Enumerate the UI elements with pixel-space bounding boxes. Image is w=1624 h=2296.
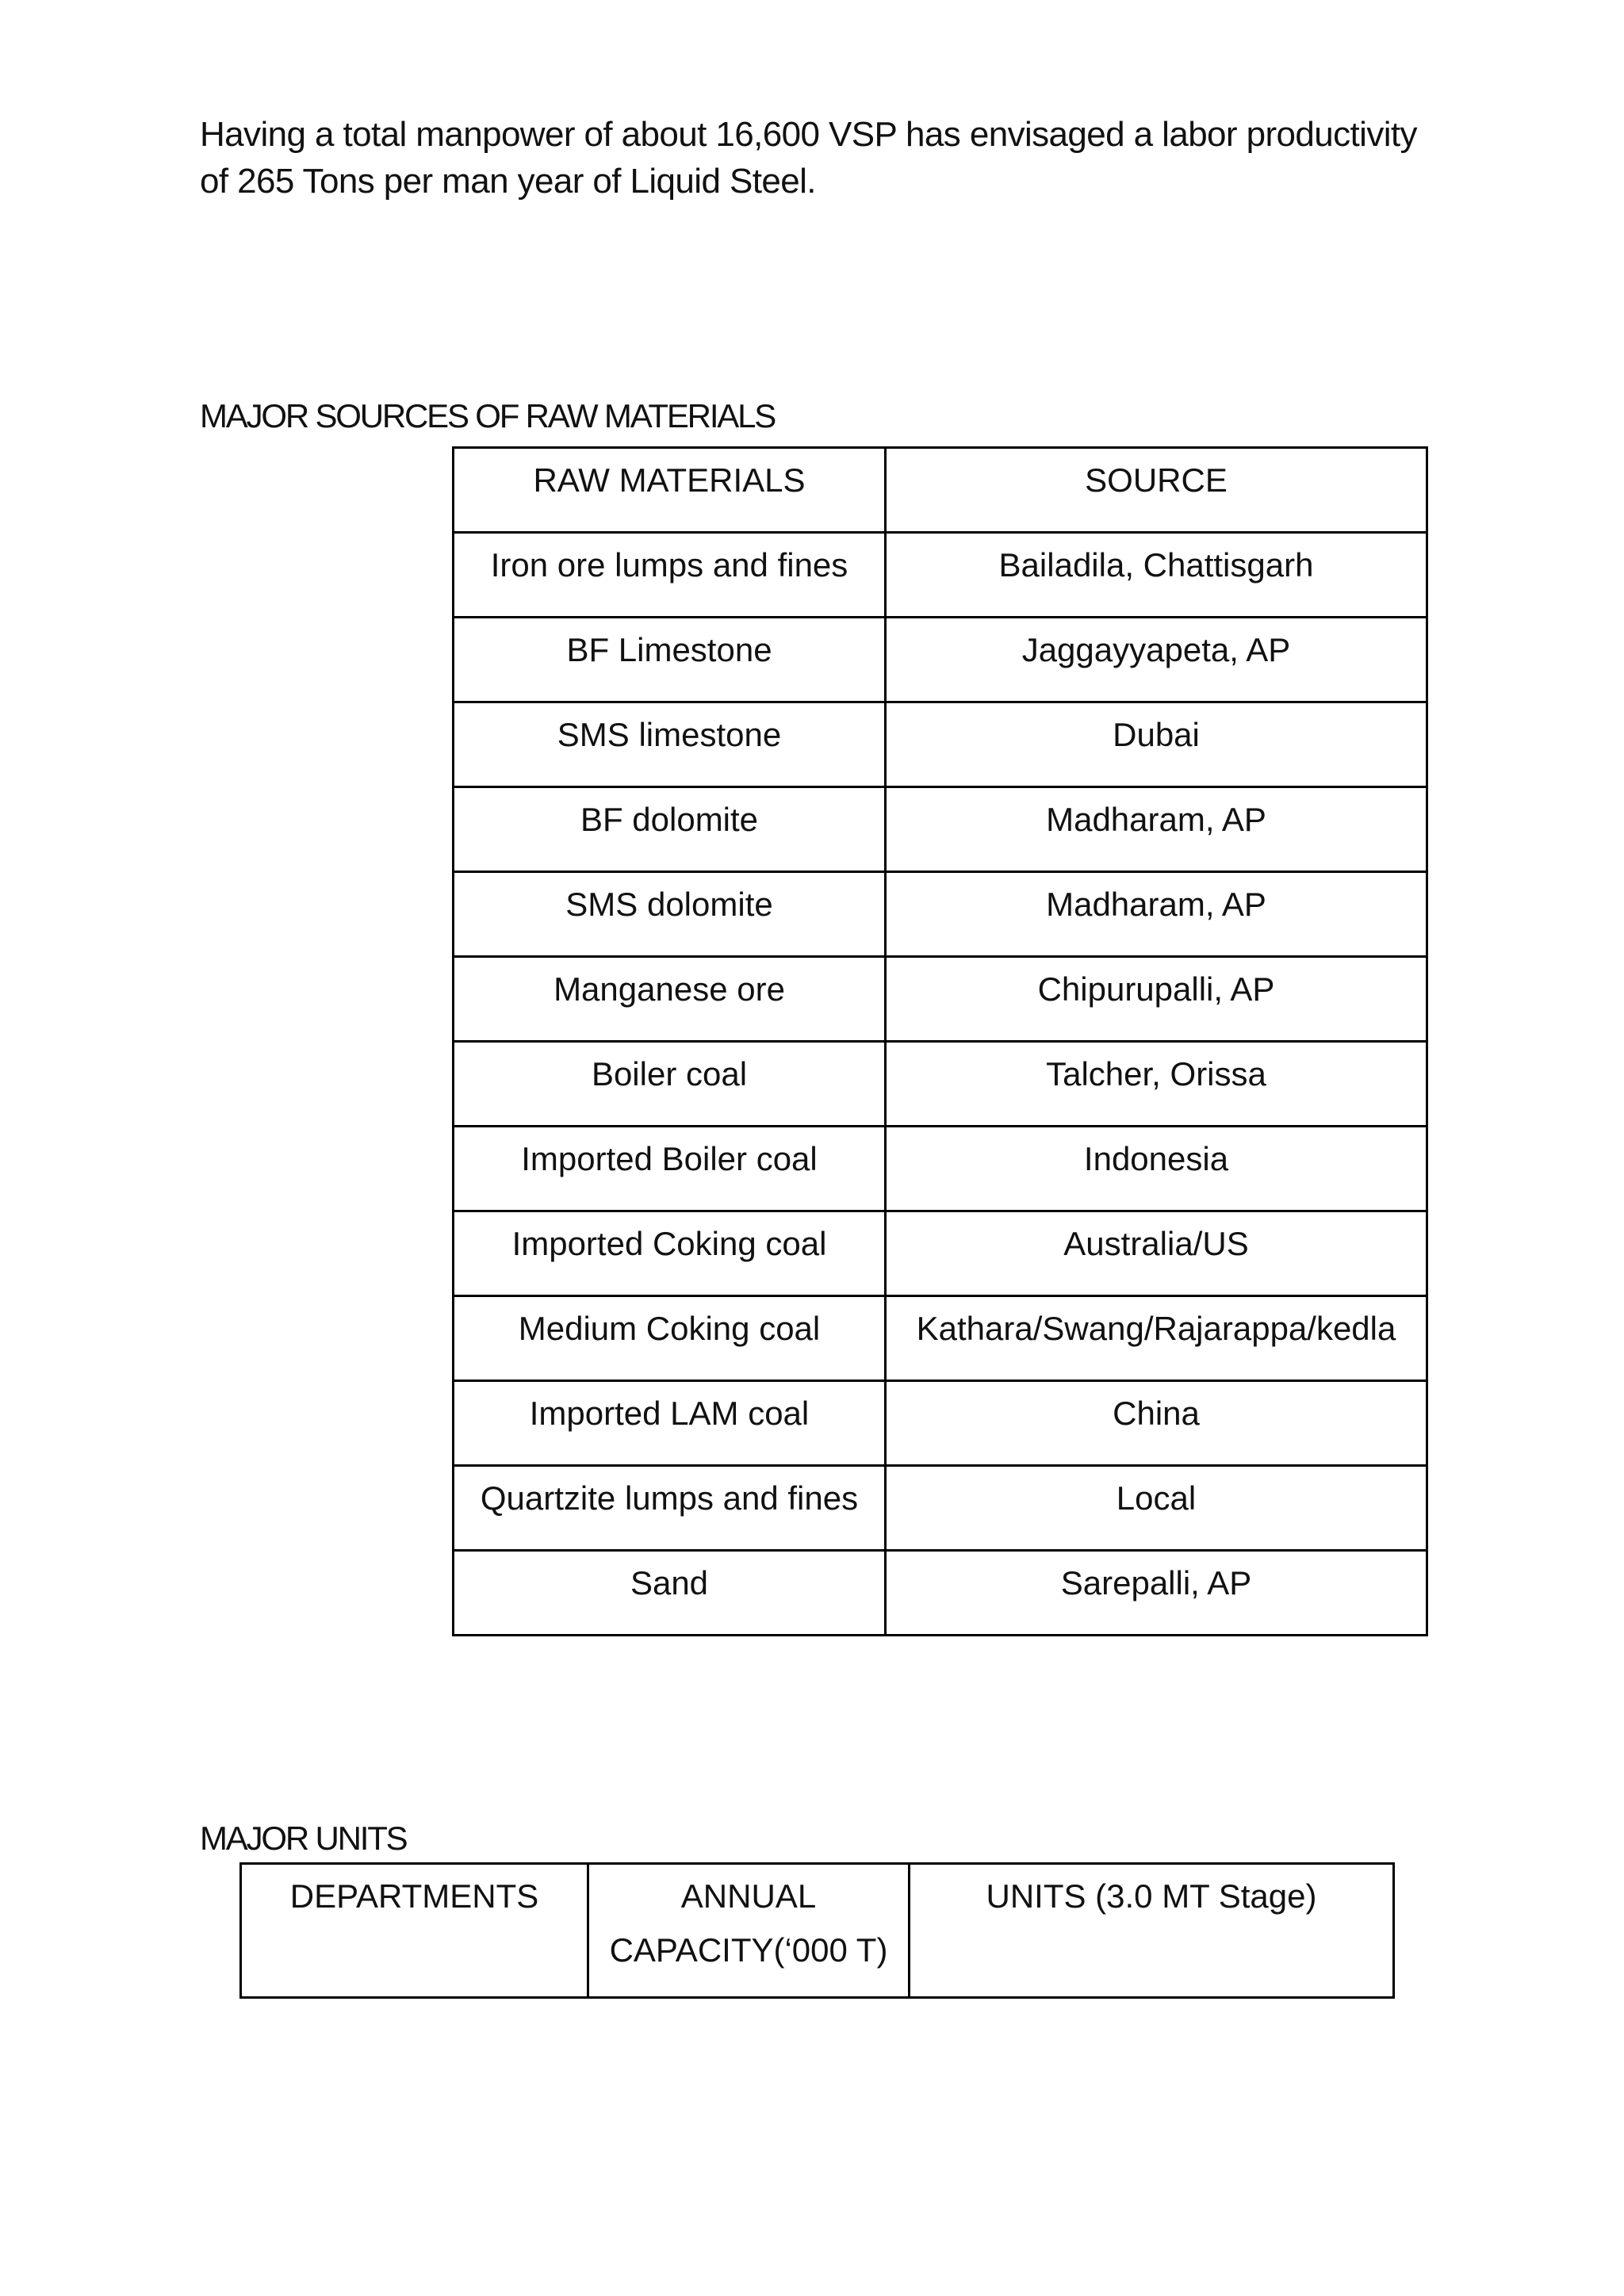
raw-materials-table [452,446,1428,1636]
material-cell: Manganese ore [454,957,886,1042]
table-row [454,787,1427,872]
material-cell: Iron ore lumps and fines [454,533,886,618]
source-cell: Jaggayyapeta, AP [886,618,1427,702]
column-header-raw-materials: RAW MATERIALS [454,448,886,533]
material-cell: Imported Boiler coal [454,1127,886,1211]
table-row [454,1466,1427,1551]
table-row [454,618,1427,702]
intro-paragraph [200,111,1461,205]
source-cell: China [886,1381,1427,1466]
source-cell: Chipurupalli, AP [886,957,1427,1042]
column-header-units: UNITS (3.0 MT Stage) [910,1864,1394,1998]
source-cell: Madharam, AP [886,787,1427,872]
source-cell: Talcher, Orissa [886,1042,1427,1127]
raw-materials-heading: MAJOR SOURCES OF RAW MATERIALS [200,397,776,434]
annual-capacity-line-2: CAPACITY(‘000 T) [609,1931,888,1969]
source-cell: Kathara/Swang/Rajarappa/kedla [886,1296,1427,1381]
table-header-row [454,448,1427,533]
material-cell: BF dolomite [454,787,886,872]
table-row [454,1127,1427,1211]
column-header-departments: DEPARTMENTS [241,1864,588,1998]
material-cell: BF Limestone [454,618,886,702]
material-cell: Imported LAM coal [454,1381,886,1466]
material-cell: Sand [454,1551,886,1636]
table-row [454,533,1427,618]
annual-capacity-line-1: ANNUAL [680,1877,817,1915]
source-cell: Indonesia [886,1127,1427,1211]
major-units-table [239,1862,1395,1999]
table-row [454,702,1427,787]
source-cell: Dubai [886,702,1427,787]
table-row [454,1381,1427,1466]
source-cell: Sarepalli, AP [886,1551,1427,1636]
material-cell: SMS dolomite [454,872,886,957]
table-row [454,872,1427,957]
source-cell: Bailadila, Chattisgarh [886,533,1427,618]
material-cell: SMS limestone [454,702,886,787]
source-cell: Madharam, AP [886,872,1427,957]
intro-line-2: of 265 Tons per man year of Liquid Steel. [200,162,816,201]
material-cell: Quartzite lumps and fines [454,1466,886,1551]
material-cell: Imported Coking coal [454,1211,886,1296]
table-header-row [241,1864,1394,1998]
table-row [454,1296,1427,1381]
table-row [454,1211,1427,1296]
table-row [454,957,1427,1042]
column-header-annual-capacity [588,1864,910,1998]
column-header-source: SOURCE [886,448,1427,533]
major-units-heading: MAJOR UNITS [200,1820,407,1857]
material-cell: Medium Coking coal [454,1296,886,1381]
intro-line-1: Having a total manpower of about 16,600 VSP has envisaged a labor productivity [200,115,1417,154]
source-cell: Local [886,1466,1427,1551]
table-row [454,1042,1427,1127]
table-row [454,1551,1427,1636]
material-cell: Boiler coal [454,1042,886,1127]
source-cell: Australia/US [886,1211,1427,1296]
